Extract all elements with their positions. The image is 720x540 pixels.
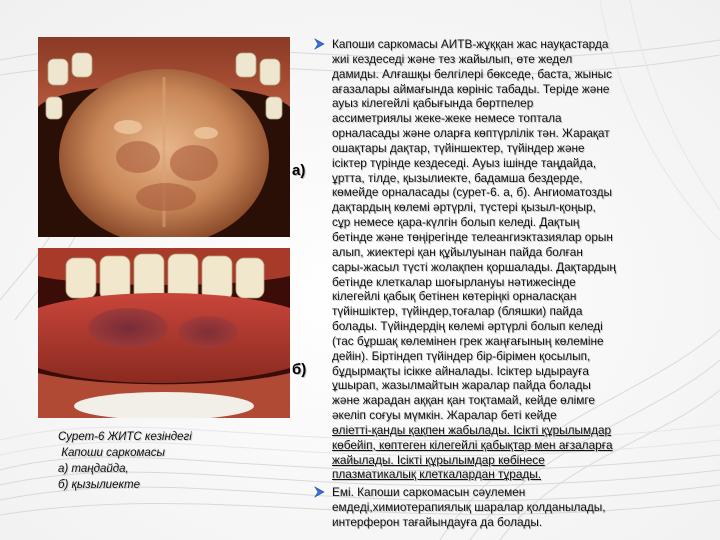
paragraph-treatment [314,485,694,530]
text-line: плазматикалық клеткалардан тұрады. [332,467,542,482]
text-line: дақтардың көлемі әртүрлі, түстері қызыл-қоңыр, [332,200,596,215]
text-line: бетінде және төңірегінде телеангиэктазиялар орын [332,229,613,244]
text-line: дейін). Біртіндеп түйіндер бір-бірімен қосылып, [332,348,591,363]
caption-line: б) қызылиекте [58,479,141,491]
palate-photo [38,37,290,237]
text-line: емдеді,химиотерапиялық шаралар қолданылады, [332,500,606,515]
text-line: (тас бұршақ көлемінен грек жаңғағының көлеміне [332,333,604,348]
text-line: дамиды. Алғашқы белгілері бөкседе, баста, жыныс [332,66,612,81]
text-line: көмейде орналасады (сурет-6. а, б). Ангиоматозды [332,185,613,200]
text-line: жайылады. Ісікті құрылымдар көбінесе [332,452,545,467]
text-line: бұдырмақты ісікке айналады. Ісіктер ыдырауға [332,363,589,378]
text-line: ұртта, тілде, қызылиекте, бадамша бездерде, [332,170,583,185]
text-line: интерферон тағайындауға да болады. [332,515,543,529]
text-line: ағазалары аймағында көрініс табады. Теріде және [332,81,610,96]
gingiva-photo [38,248,290,418]
arrow-bullet-icon [314,486,326,498]
figure-label-a: а) [292,162,306,179]
text-line: Капоши саркомасы АИТВ-жұққан жас науқастарда [332,37,609,51]
text-line: болады. Түйіндердің көлемі әртүрлі болып келеді [332,319,603,334]
caption-line: а) таңдайда, [58,463,129,475]
text-line: кілегейлі қабық бетінен көтеріңкі орналасқан [332,289,577,304]
text-line: өліетті-қанды қақпен жабылады. Ісікті құрылымдар [332,422,612,437]
text-line: ошақтары дақтар, түйіншектер, түйіндер және [332,140,585,155]
text-line: түйіншіктер, түйіндер,тоғалар (бляшки) пайда [332,304,583,319]
text-line: ұшырап, жазылмайтын жаралар пайда болады [332,378,591,393]
text-line: орналасады және оларға көптүрлілік тән. Жарақат [332,126,610,141]
arrow-bullet-icon [314,38,326,50]
text-line: ісіктер түрінде кездеседі. Ауыз ішінде таңдайда, [332,155,597,170]
text-line: ассиметриялы жеке-жеке немесе топтала [332,111,562,126]
text-line: сары-жасыл түсті жолақпен қоршалады. Дақтардың [332,259,616,274]
text-column [314,37,694,530]
text-line: көбейіп, көптеген кілегейлі қабықтар мен ағзаларға [332,437,613,452]
text-line: алып, жиектері қан құйылуынан пайда болған [332,244,583,259]
text-line: бетінде клеткалар шоғырлануы нәтижесінде [332,274,576,289]
figure-label-b: б) [292,361,307,378]
text-line: ауыз кілегейлі қабығында бөртпелер [332,96,534,111]
text-line: және жарадан аққан қан тоқтамай, кейде өлімге [332,393,595,408]
caption-line: Сурет-6 ЖИТС кезіндегі [58,431,192,443]
text-line: жиі кездеседі және тез жайылып, өте жедел [332,51,573,66]
paragraph-kaposi-description [314,37,694,482]
text-line: сұр немесе қара-күлгін болып келеді. Дақтың [332,215,580,230]
caption-line: Капоши саркомасы [58,447,165,459]
figure-caption [58,429,288,493]
text-line: Емі. Капоши саркомасын сәулемен [332,485,526,500]
text-line: әкеліп соғуы мүмкін. Жаралар беті кейде [332,408,557,423]
